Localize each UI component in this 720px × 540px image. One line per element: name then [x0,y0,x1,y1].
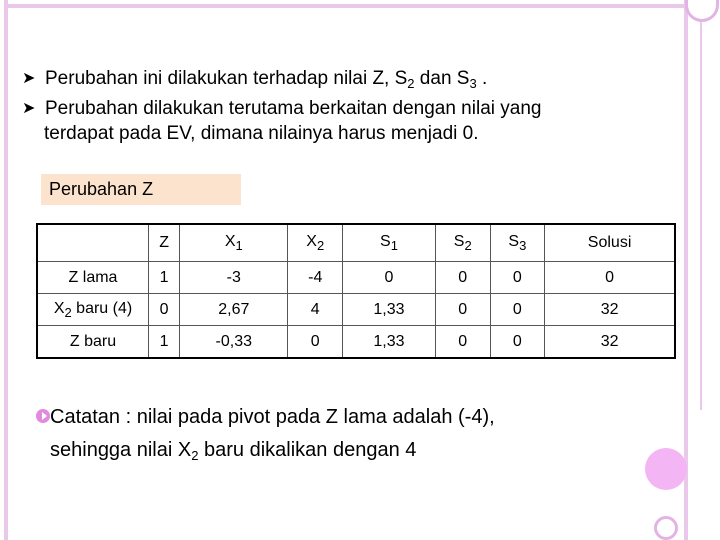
bullet-item-2 [22,96,662,121]
row-label: Z baru [37,326,149,359]
simplex-table [36,223,676,359]
header-cell: $X_1$ [180,224,288,262]
table-cell: 0 [490,262,545,294]
header-cell: $S_1$ [343,224,436,262]
bullet-item-1 [22,66,662,96]
frame-right-rule [700,0,702,410]
table-cell: 0 [343,262,436,294]
table-cell: 32 [545,326,675,359]
table-cell: 0 [545,262,675,294]
bullet-2-line-2: terdapat pada EV, dimana nilainya harus menjadi 0. [44,123,479,144]
bullet-2-line-1: Perubahan dilakukan terutama berkaitan dengan nilai yang [45,98,542,119]
bullet-1-post: . [476,68,488,89]
arrow-bullet-icon: ➤ [22,70,36,87]
note-line-2: sehingga nilai $X_2$ baru dikalikan dengan 4 [50,439,417,463]
table-cell: -3 [180,262,288,294]
bullet-list [22,66,662,146]
row-label: $X_2$ baru (4) [37,294,149,326]
table-row [37,262,675,294]
table-cell: 1 [149,326,180,359]
table-row [37,294,675,326]
table-cell: 0 [435,294,490,326]
bullet-1-mid: dan S [414,68,470,89]
table-cell: -0,33 [180,326,288,359]
table-cell: 0 [435,262,490,294]
table-cell: 0 [490,294,545,326]
header-cell-blank [37,224,149,262]
note-block [36,401,636,472]
table-cell: 0 [490,326,545,359]
frame-left-border [4,0,8,540]
table-cell: 4 [288,294,343,326]
header-cell: $S_2$ [435,224,490,262]
header-cell: $S_3$ [490,224,545,262]
decor-circle-top [685,0,719,22]
decor-circle-filled [645,448,687,490]
table-cell: 0 [149,294,180,326]
decor-circle-bottom [654,516,678,540]
table-cell: 0 [288,326,343,359]
table-cell: -4 [288,262,343,294]
arrow-bullet-icon: ➤ [22,100,36,117]
header-cell: Z [149,224,180,262]
table-row [37,326,675,359]
table-cell: 1,33 [343,294,436,326]
table-cell: 1,33 [343,326,436,359]
frame-top-border [4,4,688,8]
table-cell: 32 [545,294,675,326]
bullet-1-text: Perubahan ini dilakukan terhadap nilai Z, S [45,68,408,89]
bullet-2-continuation [22,121,662,146]
note-bullet-icon [36,409,50,423]
bullet-1-sub2: 3 [469,76,477,91]
table-cell: 0 [435,326,490,359]
header-cell: Solusi [545,224,675,262]
header-cell: $X_2$ [288,224,343,262]
table-header-row [37,224,675,262]
row-label: Z lama [37,262,149,294]
bullet-1-sub: 2 [407,76,415,91]
section-label: Perubahan Z [41,174,241,205]
note-line-1: Catatan : nilai pada pivot pada Z lama adalah (-4), [50,406,495,428]
table-cell: 1 [149,262,180,294]
table-cell: 2,67 [180,294,288,326]
